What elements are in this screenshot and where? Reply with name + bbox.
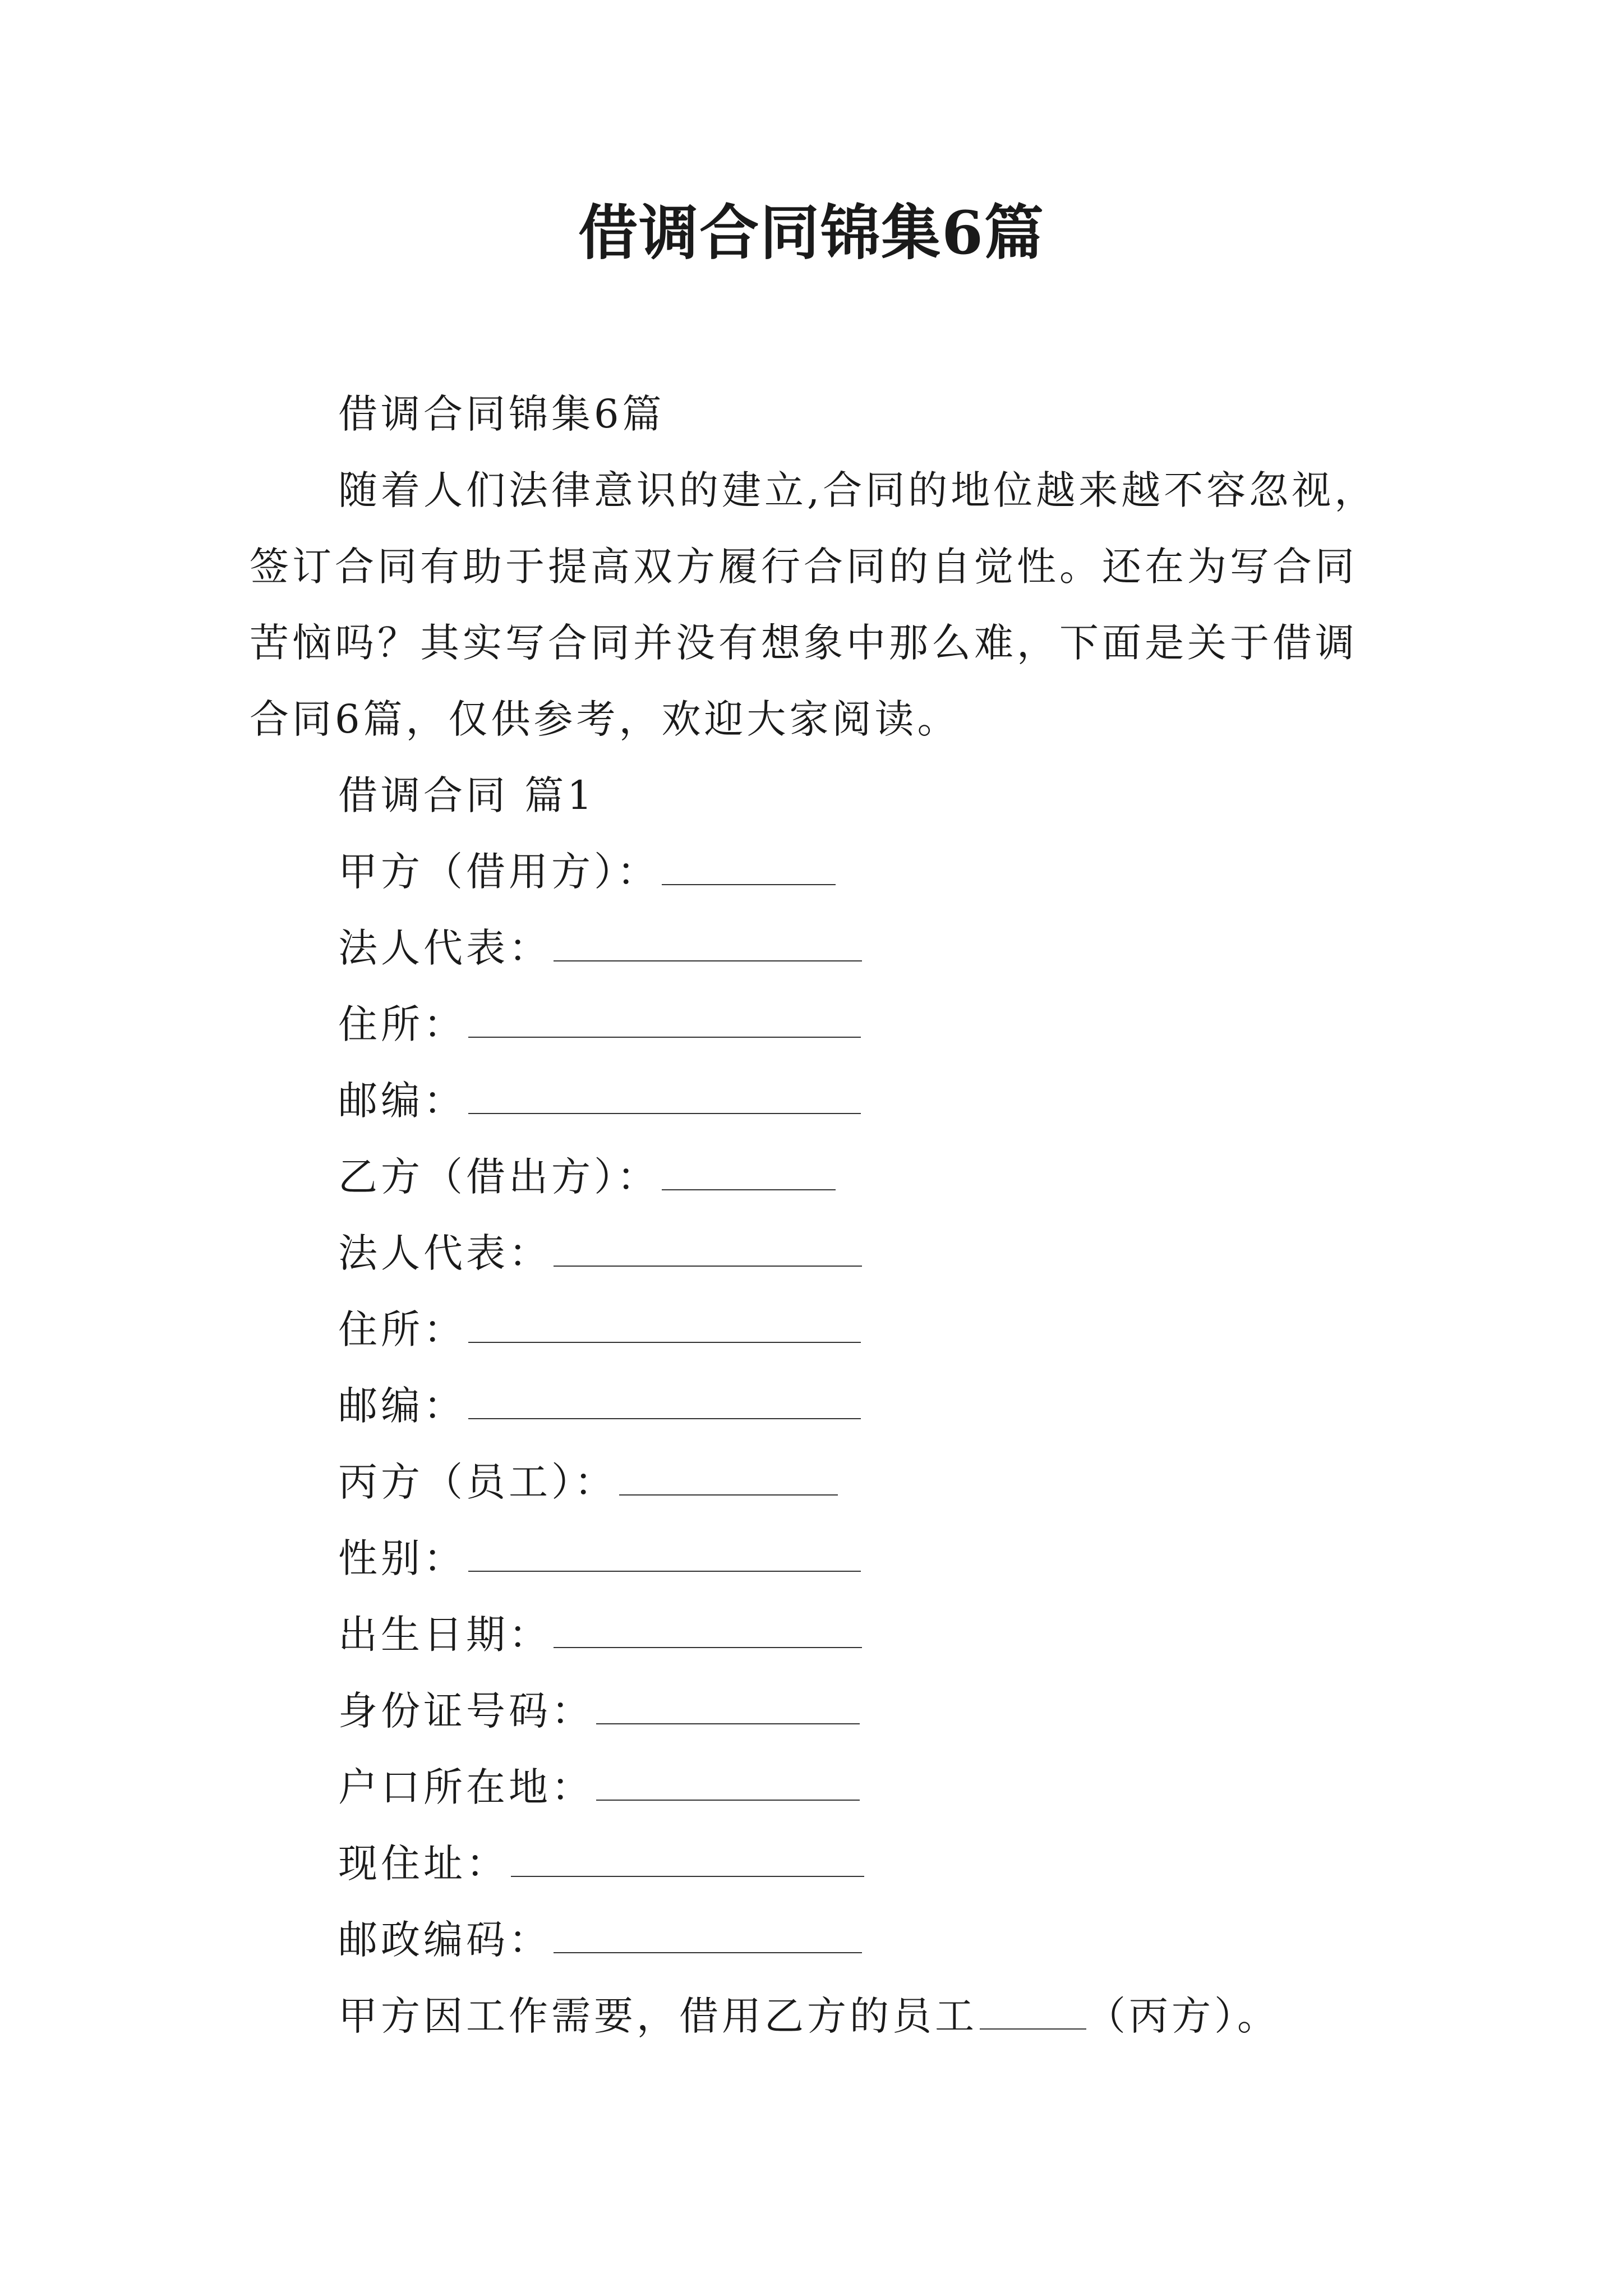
party-a-address-blank bbox=[468, 1003, 861, 1038]
gender-blank bbox=[468, 1537, 861, 1572]
party-a-postcode-label: 邮编： bbox=[338, 1078, 466, 1124]
document-body bbox=[250, 376, 1394, 2054]
party-c-blank bbox=[619, 1461, 838, 1496]
party-a-postcode-blank bbox=[468, 1079, 861, 1114]
party-a-rep-line bbox=[250, 910, 1394, 986]
party-b-postcode-label: 邮编： bbox=[338, 1383, 466, 1429]
party-a-line bbox=[250, 834, 1394, 910]
party-b-address-blank bbox=[468, 1308, 861, 1343]
party-b-postcode-blank bbox=[468, 1384, 861, 1419]
party-a-rep-label: 法人代表： bbox=[338, 925, 551, 971]
current-address-label: 现住址： bbox=[338, 1841, 509, 1887]
party-b-address-label: 住所： bbox=[338, 1306, 466, 1352]
last-line-prefix: 甲方因工作需要，借用乙方的员工 bbox=[338, 1993, 978, 2039]
birth-date-line bbox=[250, 1596, 1394, 1673]
postal-code-line bbox=[250, 1902, 1394, 1978]
party-a-blank bbox=[662, 850, 836, 885]
birth-date-blank bbox=[554, 1613, 862, 1648]
gender-line bbox=[250, 1520, 1394, 1596]
party-b-postcode-line bbox=[250, 1368, 1394, 1444]
id-number-blank bbox=[596, 1690, 860, 1724]
household-label: 户口所在地： bbox=[338, 1764, 594, 1810]
current-address-line bbox=[250, 1825, 1394, 1902]
party-b-line bbox=[250, 1139, 1394, 1215]
party-b-rep-blank bbox=[554, 1232, 862, 1267]
document-title: 借调合同锦集6篇 bbox=[578, 197, 1045, 268]
id-number-line bbox=[250, 1673, 1394, 1749]
party-a-rep-blank bbox=[554, 927, 862, 961]
intro-paragraph: 随着人们法律意识的建立,合同的地位越来越不容忽视，签订合同有助于提高双方履行合同的自觉性。还在为写合同苦恼吗？其实写合同并没有想象中那么难，下面是关于借调合同6篇，仅供参考，欢迎大家阅读。 bbox=[250, 467, 1377, 742]
party-a-address-line bbox=[250, 986, 1394, 1062]
party-b-rep-label: 法人代表： bbox=[338, 1230, 551, 1276]
party-c-label: 丙方（员工）： bbox=[338, 1459, 617, 1505]
party-c-line bbox=[250, 1444, 1394, 1520]
section-heading: 借调合同 篇1 bbox=[338, 772, 596, 818]
postal-code-blank bbox=[554, 1918, 862, 1953]
household-blank bbox=[596, 1766, 860, 1801]
last-line-suffix: （丙方）。 bbox=[1086, 1993, 1280, 2039]
postal-code-label: 邮政编码： bbox=[338, 1917, 551, 1963]
party-b-label: 乙方（借出方）： bbox=[338, 1154, 660, 1200]
birth-date-label: 出生日期： bbox=[338, 1612, 551, 1658]
employee-blank bbox=[980, 1995, 1086, 2030]
party-b-blank bbox=[662, 1156, 836, 1190]
party-b-rep-line bbox=[250, 1215, 1394, 1291]
party-a-address-label: 住所： bbox=[338, 1001, 466, 1047]
current-address-blank bbox=[511, 1842, 864, 1877]
last-line bbox=[250, 1978, 1394, 2054]
id-number-label: 身份证号码： bbox=[338, 1688, 594, 1734]
party-b-address-line bbox=[250, 1291, 1394, 1368]
party-a-postcode-line bbox=[250, 1062, 1394, 1139]
household-line bbox=[250, 1749, 1394, 1825]
gender-label: 性别： bbox=[338, 1535, 466, 1581]
party-a-label: 甲方（借用方）： bbox=[338, 849, 660, 895]
document-subtitle: 借调合同锦集6篇 bbox=[338, 391, 665, 437]
